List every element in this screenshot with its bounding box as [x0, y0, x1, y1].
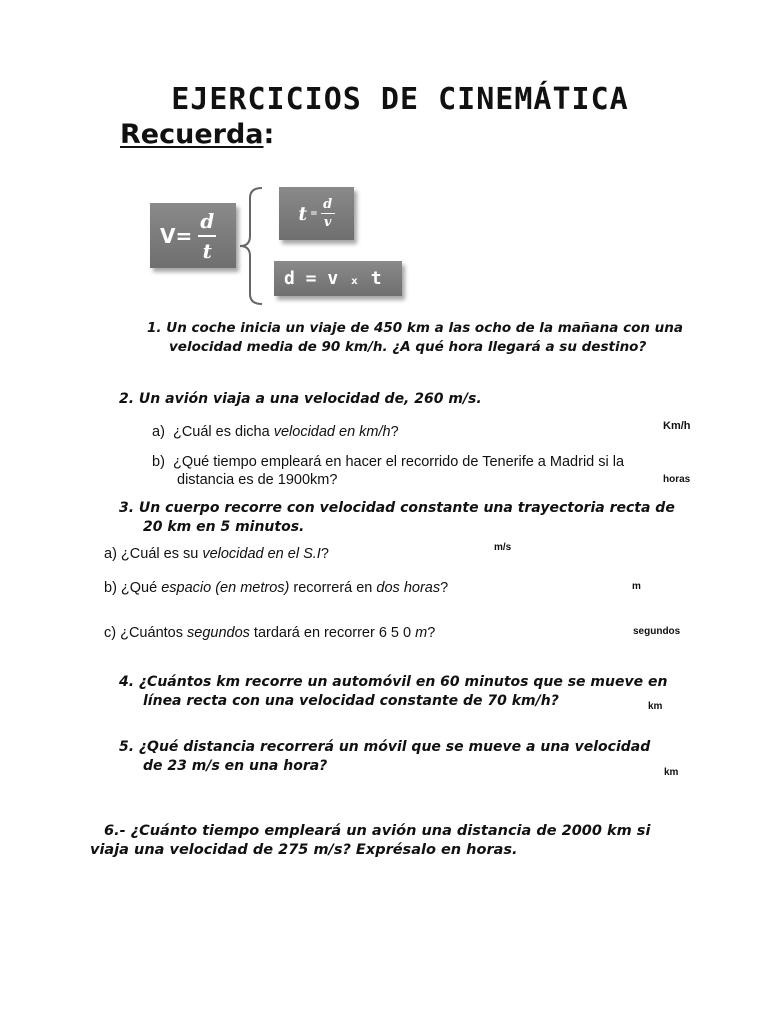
time-equals: =	[310, 208, 318, 219]
time-formula-box	[279, 187, 354, 240]
q5-line2: de 23 m/s en una hora?	[143, 758, 328, 774]
time-fraction	[321, 197, 335, 230]
q1-line2: velocidad media de 90 km/h. ¿A qué hora llegará a su destino?	[169, 339, 647, 355]
q5-line1: 5. ¿Qué distancia recorrerá un móvil que se mueve a una velocidad	[119, 739, 651, 755]
question-3	[119, 499, 675, 537]
q3c-post: ?	[427, 625, 436, 641]
q3-line2: 20 km en 5 minutos.	[143, 519, 305, 535]
q2b-label: b)	[152, 454, 165, 470]
q1-line1: Un coche inicia un viaje de 450 km a las ocho de la mañana con una	[166, 320, 683, 336]
question-2b	[152, 453, 712, 489]
question-4	[119, 673, 667, 711]
velocity-denominator: t	[202, 238, 212, 263]
velocity-numerator: d	[200, 208, 215, 233]
q5-unit: km	[664, 767, 679, 778]
q2a-unit: Km/h	[663, 420, 691, 432]
recuerda-label: Recuerda	[120, 119, 264, 150]
q3b-italic-1: espacio (en metros)	[161, 580, 290, 596]
velocity-lhs: V=	[160, 223, 193, 248]
page-title: EJERCICIOS DE CINEMÁTICA	[171, 82, 629, 117]
q3c-mid: tardará en recorrer 6 5 0	[249, 625, 416, 641]
q2b-unit: horas	[663, 474, 691, 485]
time-numerator: d	[323, 197, 333, 212]
q3c-italic-2: m	[415, 625, 428, 641]
q4-line1: 4. ¿Cuántos km recorre un automóvil en 60 minutos que se mueve en	[119, 674, 668, 690]
velocity-formula-box	[150, 203, 236, 268]
question-2a	[152, 423, 399, 441]
q2a-post: ?	[390, 424, 399, 440]
distance-formula: d = v ₓ t	[284, 268, 382, 289]
recuerda-heading	[120, 119, 274, 150]
question-6	[90, 822, 650, 860]
velocity-fraction	[198, 209, 216, 263]
q2b-line2: distancia es de 1900km?	[177, 472, 338, 488]
q3b-mid: recorrerá en	[289, 580, 377, 596]
q3b-unit: m	[632, 581, 641, 592]
q2a-label: a)	[152, 424, 165, 440]
q6-line2: viaja una velocidad de 275 m/s? Exprésalo en horas.	[90, 842, 518, 858]
question-1	[147, 319, 683, 357]
q3c-unit: segundos	[633, 626, 681, 637]
q6-line1: 6.- ¿Cuánto tiempo empleará un avión una distancia de 2000 km si	[104, 823, 651, 839]
q2a-pre: ¿Cuál es dicha	[172, 424, 274, 440]
q3c-italic: segundos	[187, 625, 250, 641]
curly-brace	[238, 186, 268, 306]
q4-unit: km	[648, 701, 663, 712]
question-2-heading: 2. Un avión viaja a una velocidad de, 260 m/s.	[119, 391, 482, 407]
question-3b	[104, 579, 448, 597]
question-3a	[104, 545, 329, 563]
time-lhs: t	[298, 202, 308, 225]
q3a-pre: a) ¿Cuál es su	[104, 546, 203, 562]
q4-line2: línea recta con una velocidad constante de 70 km/h?	[143, 693, 559, 709]
time-denominator: v	[323, 215, 332, 230]
q3a-italic: velocidad en el S.I	[202, 546, 321, 562]
q3a-post: ?	[320, 546, 329, 562]
q3c-pre: c) ¿Cuántos	[104, 625, 187, 641]
q3b-pre: b) ¿Qué	[104, 580, 162, 596]
q2a-italic: velocidad en km/h	[273, 424, 391, 440]
q3b-post: ?	[440, 580, 449, 596]
distance-formula-box	[274, 261, 402, 296]
q3b-italic-2: dos horas	[376, 580, 441, 596]
recuerda-colon: :	[263, 119, 275, 150]
question-3c	[104, 624, 435, 642]
question-5	[119, 738, 650, 776]
q3-line1: 3. Un cuerpo recorre con velocidad constante una trayectoria recta de	[119, 500, 675, 516]
q3a-unit: m/s	[494, 542, 512, 553]
q1-number: 1.	[147, 320, 162, 336]
q2b-line1: ¿Qué tiempo empleará en hacer el recorrido de Tenerife a Madrid si la	[172, 454, 625, 470]
